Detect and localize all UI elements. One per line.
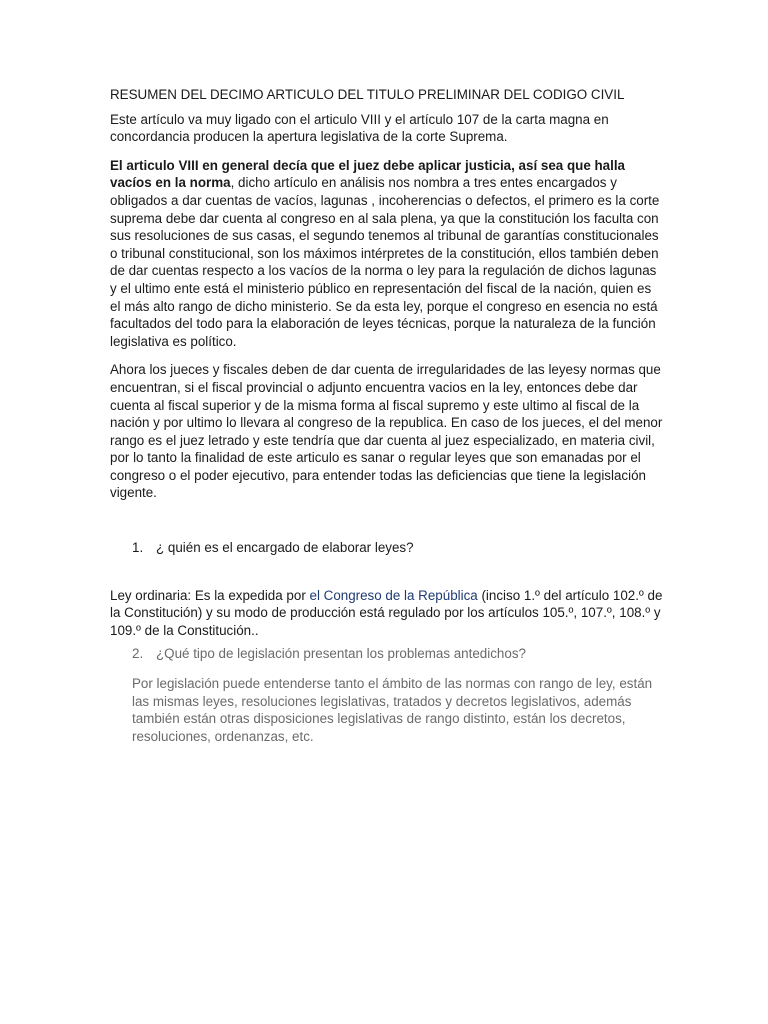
- paragraph-body: , dicho artículo en análisis nos nombra a tres entes encargados y obligados a dar cuentas de vacíos, lagunas , incoherencias o defectos, el primero es la corte suprema debe dar cuenta al congreso en al sala plena, ya que la constitución los faculta con sus resoluciones de sus casas, el segundo tenemos al tribunal de garantías constitucionales o tribunal constitucional, son los máximos intérpretes de la constitución, ellos también deben de dar cuentas respecto a los vacíos de la norma o ley para la regulación de dichos lagunas y el ultimo ente está el ministerio público en representación del fiscal de la nación, quien es el más alto rango de dicho ministerio. Se da esta ley, porque el congreso en esencia no está facultados del todo para la elaboración de leyes técnicas, porque la naturaleza de la función legislativa es político.: [110, 175, 660, 349]
- question-1: [110, 539, 664, 557]
- question-1-number: 1.: [132, 540, 144, 556]
- paragraph-intro: Este artículo va muy ligado con el articulo VIII y el artículo 107 de la carta magna en concordancia producen la apertura legislativa de la corte Suprema.: [110, 111, 609, 145]
- question-2-number: 2.: [132, 646, 144, 662]
- question-2-text: ¿Qué tipo de legislación presentan los problemas antedichos?: [156, 646, 526, 662]
- answer-1-pre: Ley ordinaria: Es la expedida por: [110, 587, 310, 603]
- question-2: [110, 645, 664, 663]
- paragraph-jueces-fiscales: Ahora los jueces y fiscales deben de dar cuenta de irregularidades de las leyesy normas que encuentran, si el fiscal provincial o adjunto encuentra vacios en la ley, entonces debe dar cuenta al fiscal superior y de la misma forma al fiscal supremo y este ultimo al fiscal de la nación y por ultimo lo llevara al congreso de la republica. En caso de los jueces, el del menor rango es el juez letrado y este tendría que dar cuenta al juez especializado, en materia civil, por lo tanto la finalidad de este articulo es sanar o regular leyes que son emanadas por el congreso o el poder ejecutivo, para entender todas las deficiencias que tiene la legislación vigente.: [110, 362, 663, 501]
- document-title: RESUMEN DEL DECIMO ARTICULO DEL TITULO PRELIMINAR DEL CODIGO CIVIL: [110, 87, 625, 102]
- question-1-text: ¿ quién es el encargado de elaborar leyes?: [156, 540, 414, 556]
- answer-1: [110, 587, 664, 640]
- answer-1-post: (inciso 1.º del artículo 102.º de la Constitución) y su modo de producción está regulado por los artículos 105.º, 107.º, 108.º y 109.º de la Constitución..: [110, 587, 663, 638]
- paragraph-articulo-viii: [110, 157, 664, 351]
- answer-2: Por legislación puede entenderse tanto el ámbito de las normas con rango de ley, están las mismas leyes, resoluciones legislativas, tratados y decretos legislativos, además también están otras disposiciones legislativas de rango distinto, están los decretos, resoluciones, ordenanzas, etc.: [132, 676, 653, 744]
- paragraph-bold-lead: El articulo VIII en general decía que el juez debe aplicar justicia, así sea que halla vacíos en la norma: [110, 157, 625, 191]
- congreso-link[interactable]: el Congreso de la República: [309, 587, 478, 603]
